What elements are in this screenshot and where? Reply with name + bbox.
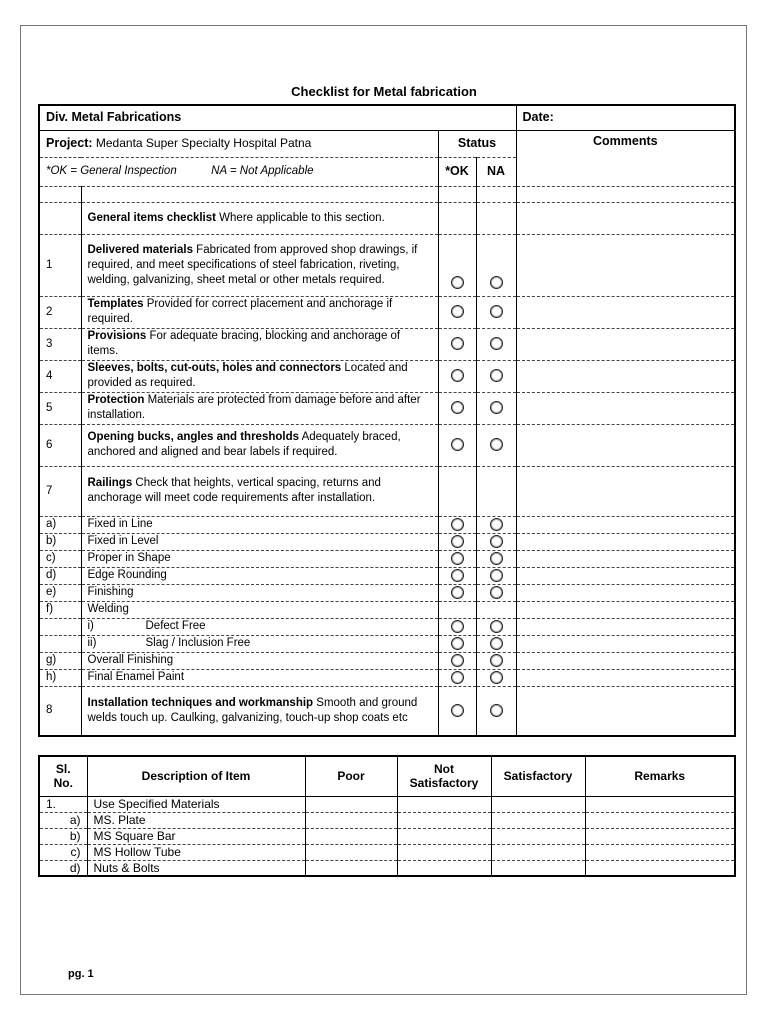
na-radio-icon[interactable] [490, 569, 503, 582]
legend-ok: *OK = General Inspection [46, 165, 177, 177]
material-number: a) [39, 812, 87, 828]
material-description: Use Specified Materials [87, 796, 305, 812]
subitem-letter: b) [39, 533, 81, 550]
comments-cell[interactable] [516, 635, 735, 652]
row-number: 2 [39, 296, 81, 328]
item-title: General items checklist [87, 211, 216, 224]
item-description: Located and provided as required. [87, 362, 408, 389]
subitem-letter [39, 635, 81, 652]
checklist-row [39, 234, 735, 296]
ok-radio-icon[interactable] [451, 518, 464, 531]
na-radio-icon[interactable] [490, 654, 503, 667]
spacer-row [39, 186, 735, 202]
checklist-row [39, 466, 735, 516]
row-number: 7 [39, 466, 81, 516]
subitem-label: Edge Rounding [87, 569, 167, 581]
comments-cell[interactable] [516, 618, 735, 635]
satisfactory-header: Satisfactory [491, 756, 585, 796]
project-value: Medanta Super Specialty Hospital Patna [95, 136, 312, 150]
row-number: 5 [39, 392, 81, 424]
ok-radio-icon[interactable] [451, 620, 464, 633]
header-row-project [39, 130, 735, 157]
railing-subitem-row [39, 601, 735, 618]
na-radio-icon[interactable] [490, 438, 503, 451]
na-column-header: NA [476, 157, 516, 186]
not-satisfactory-cell[interactable] [397, 812, 491, 828]
comments-cell[interactable] [516, 392, 735, 424]
railing-subitem-row [39, 618, 735, 635]
item-description: Check that heights, vertical spacing, returns and anchorage will meet code requirements after installation. [87, 477, 381, 504]
na-radio-icon[interactable] [490, 276, 503, 289]
item-description: Smooth and ground welds touch up. Caulking, galvanizing, touch-up shop coats etc [87, 696, 418, 724]
material-description: Nuts & Bolts [87, 860, 305, 876]
comments-cell[interactable] [516, 202, 735, 234]
item-description: Adequately braced, anchored and aligned and bear labels if required. [87, 431, 401, 458]
header-row-div [39, 105, 735, 130]
row-number [39, 202, 81, 234]
ok-radio-icon[interactable] [451, 337, 464, 350]
ok-radio-icon[interactable] [451, 704, 464, 717]
ok-radio-icon[interactable] [451, 671, 464, 684]
remarks-cell[interactable] [585, 812, 735, 828]
materials-row [39, 828, 735, 844]
comments-cell[interactable] [516, 652, 735, 669]
ok-radio-icon[interactable] [451, 586, 464, 599]
na-radio-icon[interactable] [490, 535, 503, 548]
subitem-label: Slag / Inclusion Free [145, 637, 251, 649]
material-description: MS Hollow Tube [87, 844, 305, 860]
item-title: Sleeves, bolts, cut-outs, holes and connectors [87, 362, 342, 374]
project-label: Project: [46, 136, 93, 150]
checklist-row [39, 328, 735, 360]
item-description: Materials are protected from damage before and after installation. [87, 394, 421, 421]
railing-subitem-row [39, 635, 735, 652]
ok-radio-icon[interactable] [451, 535, 464, 548]
date-label: Date: [522, 110, 554, 125]
not-satisfactory-cell[interactable] [397, 860, 491, 876]
subitem-letter: h) [39, 669, 81, 686]
materials-row [39, 860, 735, 876]
checklist-row [39, 360, 735, 392]
comments-cell[interactable] [516, 328, 735, 360]
comments-cell[interactable] [516, 584, 735, 601]
ok-radio-icon[interactable] [451, 569, 464, 582]
ok-radio-icon[interactable] [451, 552, 464, 565]
poor-cell[interactable] [305, 812, 397, 828]
material-number: 1. [39, 796, 87, 812]
not-satisfactory-cell[interactable] [397, 828, 491, 844]
subitem-letter: g) [39, 652, 81, 669]
na-radio-icon[interactable] [490, 637, 503, 650]
inspection-checklist-table [38, 104, 736, 737]
item-description: Where applicable to this section. [215, 211, 385, 224]
item-description: Fabricated from approved shop drawings, if required, and meet specifications of steel fabrication, riveting, welding, galvanizing, sheet metal or other metals required. [87, 243, 418, 286]
railing-subitem-row [39, 584, 735, 601]
poor-cell[interactable] [305, 844, 397, 860]
subitem-letter: e) [39, 584, 81, 601]
checklist-row [39, 686, 735, 736]
na-radio-icon[interactable] [490, 369, 503, 382]
comments-cell[interactable] [516, 360, 735, 392]
poor-cell[interactable] [305, 796, 397, 812]
slno-header-1: Sl. [55, 762, 71, 777]
satisfactory-cell[interactable] [491, 828, 585, 844]
remarks-cell[interactable] [585, 860, 735, 876]
ok-radio-icon[interactable] [451, 438, 464, 451]
item-title: Railings [87, 477, 133, 489]
subitem-letter: a) [39, 516, 81, 533]
checklist-row [39, 424, 735, 466]
material-description: MS Square Bar [87, 828, 305, 844]
materials-evaluation-table [38, 755, 736, 877]
na-radio-icon[interactable] [490, 401, 503, 414]
comments-cell[interactable] [516, 601, 735, 618]
comments-cell[interactable] [516, 550, 735, 567]
material-number: b) [39, 828, 87, 844]
railing-subitem-row [39, 652, 735, 669]
ok-radio-icon[interactable] [451, 654, 464, 667]
poor-header: Poor [305, 756, 397, 796]
ok-radio-icon[interactable] [451, 276, 464, 289]
satisfactory-cell[interactable] [491, 796, 585, 812]
na-radio-icon[interactable] [490, 671, 503, 684]
satisfactory-cell[interactable] [491, 860, 585, 876]
checklist-row [39, 296, 735, 328]
not-satisfactory-header-2: Satisfactory [409, 776, 479, 791]
comments-cell[interactable] [516, 424, 735, 466]
description-header: Description of Item [87, 756, 305, 796]
subitem-letter: c) [39, 550, 81, 567]
materials-row [39, 812, 735, 828]
item-title: Opening bucks, angles and thresholds [87, 431, 300, 443]
railing-subitem-row [39, 567, 735, 584]
comments-cell[interactable] [516, 533, 735, 550]
comments-cell[interactable] [516, 669, 735, 686]
checklist-row [39, 392, 735, 424]
item-title: Templates [87, 298, 144, 310]
comments-cell[interactable] [516, 296, 735, 328]
na-radio-icon[interactable] [490, 586, 503, 599]
material-number: d) [39, 860, 87, 876]
subitem-label: Finishing [87, 586, 134, 598]
material-description: MS. Plate [87, 812, 305, 828]
material-number: c) [39, 844, 87, 860]
comments-cell[interactable] [516, 686, 735, 736]
comments-header: Comments [516, 130, 735, 186]
satisfactory-cell[interactable] [491, 812, 585, 828]
comments-cell[interactable] [516, 567, 735, 584]
railing-subitem-row [39, 516, 735, 533]
items-header-row [39, 756, 735, 796]
document-title: Checklist for Metal fabrication [291, 84, 477, 99]
railing-subitem-row [39, 533, 735, 550]
subitem-label: Overall Finishing [87, 654, 174, 666]
legend-na: NA = Not Applicable [211, 165, 314, 177]
remarks-cell[interactable] [585, 796, 735, 812]
row-number: 1 [39, 234, 81, 296]
na-radio-icon[interactable] [490, 337, 503, 350]
satisfactory-cell[interactable] [491, 844, 585, 860]
remarks-cell[interactable] [585, 844, 735, 860]
row-number: 3 [39, 328, 81, 360]
row-number: 4 [39, 360, 81, 392]
div-label: Div. Metal Fabrications [46, 110, 182, 125]
na-radio-icon[interactable] [490, 305, 503, 318]
subitem-label: Fixed in Line [87, 518, 153, 530]
na-radio-icon[interactable] [490, 704, 503, 717]
item-description: For adequate bracing, blocking and anchorage of items. [87, 330, 401, 357]
slno-header-2: No. [53, 776, 73, 791]
poor-cell[interactable] [305, 860, 397, 876]
item-title: Installation techniques and workmanship [87, 696, 314, 709]
na-radio-icon[interactable] [490, 518, 503, 531]
ok-radio-icon[interactable] [451, 305, 464, 318]
materials-row [39, 796, 735, 812]
subitem-label: Fixed in Level [87, 535, 159, 547]
item-description: Provided for correct placement and anchorage if required. [87, 298, 393, 325]
railing-subitem-row [39, 669, 735, 686]
materials-row [39, 844, 735, 860]
subitem-roman: ii) [87, 637, 97, 649]
not-satisfactory-cell[interactable] [397, 796, 491, 812]
poor-cell[interactable] [305, 828, 397, 844]
item-title: Delivered materials [87, 243, 193, 256]
ok-radio-icon[interactable] [451, 401, 464, 414]
subitem-label: Final Enamel Paint [87, 671, 185, 683]
subitem-roman: i) [87, 620, 94, 632]
remarks-cell[interactable] [585, 828, 735, 844]
subitem-label: Defect Free [145, 620, 206, 632]
subitem-letter: f) [39, 601, 81, 618]
subitem-label: Welding [87, 603, 129, 615]
na-radio-icon[interactable] [490, 620, 503, 633]
ok-radio-icon[interactable] [451, 369, 464, 382]
railing-subitem-row [39, 550, 735, 567]
status-header: Status [438, 130, 516, 157]
comments-cell[interactable] [516, 516, 735, 533]
remarks-header: Remarks [585, 756, 735, 796]
not-satisfactory-header-1: Not [434, 762, 454, 777]
subitem-letter: d) [39, 567, 81, 584]
page-number: pg. 1 [68, 968, 94, 980]
comments-cell[interactable] [516, 466, 735, 516]
row-number: 8 [39, 686, 81, 736]
checklist-row [39, 202, 735, 234]
item-title: Protection [87, 394, 145, 406]
na-radio-icon[interactable] [490, 552, 503, 565]
ok-radio-icon[interactable] [451, 637, 464, 650]
row-number: 6 [39, 424, 81, 466]
subitem-label: Proper in Shape [87, 552, 171, 564]
subitem-letter [39, 618, 81, 635]
ok-column-header: *OK [438, 157, 476, 186]
item-title: Provisions [87, 330, 147, 342]
comments-cell[interactable] [516, 234, 735, 296]
not-satisfactory-cell[interactable] [397, 844, 491, 860]
